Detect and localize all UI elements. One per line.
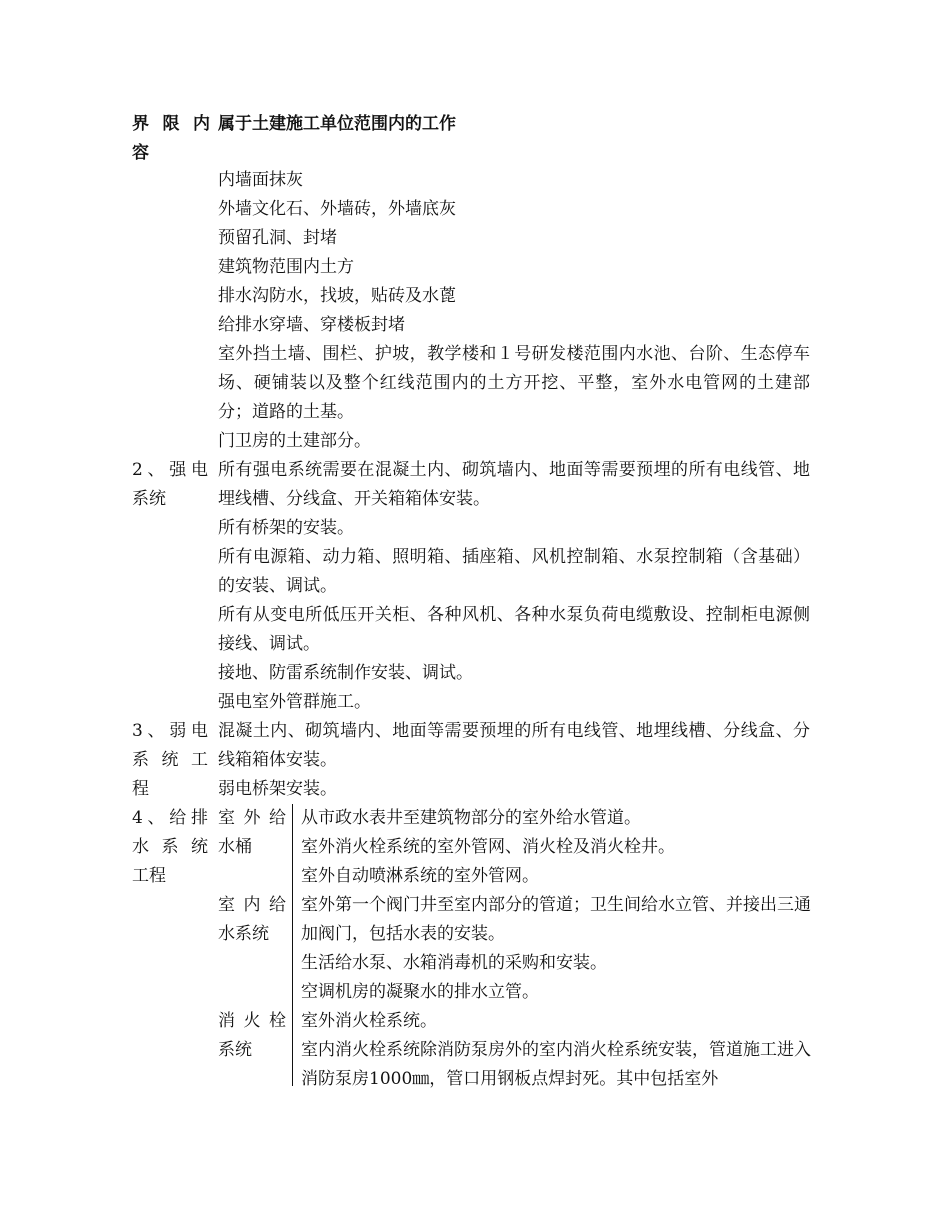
subsection-label-line2: 水桶 — [218, 837, 252, 857]
subsection-outdoor-water — [218, 804, 286, 862]
section3-label-line2: 系 统 工 — [132, 750, 208, 770]
section2-label-line1: 2、强电 — [132, 460, 208, 480]
section1-item: 给排水穿墙、穿楼板封堵 — [218, 315, 405, 335]
subsection-label-line2: 水系统 — [218, 924, 269, 944]
section1-item: 预留孔洞、封堵 — [218, 228, 337, 248]
section4-item: 从市政水表井至建筑物部分的室外给水管道。 — [301, 808, 641, 828]
subsection-label-line1: 室 内 给 — [218, 895, 286, 915]
column-divider — [292, 804, 293, 1086]
subsection-fire-hydrant — [218, 1007, 286, 1065]
section4-item: 室内消火栓系统除消防泵房外的室内消火栓系统安装，管道施工进入消防泵房1000㎜，管口用钢板点焊封死。其中包括室外 — [301, 1040, 811, 1089]
section1-item: 内墙面抹灰 — [218, 170, 303, 190]
section1-item: 排水沟防水，找坡，贴砖及水蓖 — [218, 286, 456, 306]
subsection-label-line1: 室 外 给 — [218, 808, 286, 828]
section4-label — [132, 804, 208, 891]
subsection-indoor-water — [218, 891, 286, 949]
section3-label-line1: 3、弱电 — [132, 721, 208, 741]
section2-item: 所有从变电所低压开关柜、各种风机、各种水泵负荷电缆敷设、控制柜电源侧接线、调试。 — [218, 605, 810, 654]
section4-item: 生活给水泵、水箱消毒机的采购和安装。 — [301, 953, 607, 973]
section3-label — [132, 717, 208, 804]
section2-item: 强电室外管群施工。 — [218, 692, 371, 712]
section1-item: 外墙文化石、外墙砖，外墙底灰 — [218, 199, 456, 219]
section3-item: 混凝土内、砌筑墙内、地面等需要预埋的所有电线管、地埋线槽、分线盒、分线箱箱体安装。 — [218, 721, 810, 770]
section4-item: 室外消火栓系统的室外管网、消火栓及消火栓井。 — [301, 837, 675, 857]
subsection-label-line1: 消 火 栓 — [218, 1011, 286, 1031]
header-title: 属于土建施工单位范围内的工作 — [218, 114, 456, 134]
section4-item: 室外第一个阀门井至室内部分的管道；卫生间给水立管、并接出三通加阀门，包括水表的安装。 — [301, 895, 811, 944]
section4-item: 室外消火栓系统。 — [301, 1011, 437, 1031]
section4-label-line1: 4、给排 — [132, 808, 208, 828]
section4-item: 空调机房的凝聚水的排水立管。 — [301, 982, 539, 1002]
section2-label-line2: 系统 — [132, 489, 166, 509]
section2-item: 所有桥架的安装。 — [218, 518, 354, 538]
section2-label — [132, 456, 208, 514]
section3-item: 弱电桥架安装。 — [218, 779, 337, 799]
header-label-line1: 界 限 内 — [132, 114, 210, 134]
section3-label-line3: 程 — [132, 779, 149, 799]
section4-label-line2: 水 系 统 — [132, 837, 208, 857]
section1-item: 门卫房的土建部分。 — [218, 431, 371, 451]
subsection-label-line2: 系统 — [218, 1040, 252, 1060]
header-label — [132, 110, 210, 168]
section1-item: 室外挡土墙、围栏、护坡，教学楼和１号研发楼范围内水池、台阶、生态停车场、硬铺装以及整个红线范围内的土方开挖、平整，室外水电管网的土建部分；道路的土基。 — [218, 344, 810, 422]
section4-label-line3: 工程 — [132, 866, 166, 886]
section4-item: 室外自动喷淋系统的室外管网。 — [301, 866, 539, 886]
section2-item: 所有强电系统需要在混凝土内、砌筑墙内、地面等需要预埋的所有电线管、地埋线槽、分线盒、开关箱箱体安装。 — [218, 460, 810, 509]
section2-item: 所有电源箱、动力箱、照明箱、插座箱、风机控制箱、水泵控制箱（含基础）的安装、调试。 — [218, 547, 810, 596]
section1-item: 建筑物范围内土方 — [218, 257, 354, 277]
section2-item: 接地、防雷系统制作安装、调试。 — [218, 663, 473, 683]
header-label-line2: 容 — [132, 143, 149, 163]
